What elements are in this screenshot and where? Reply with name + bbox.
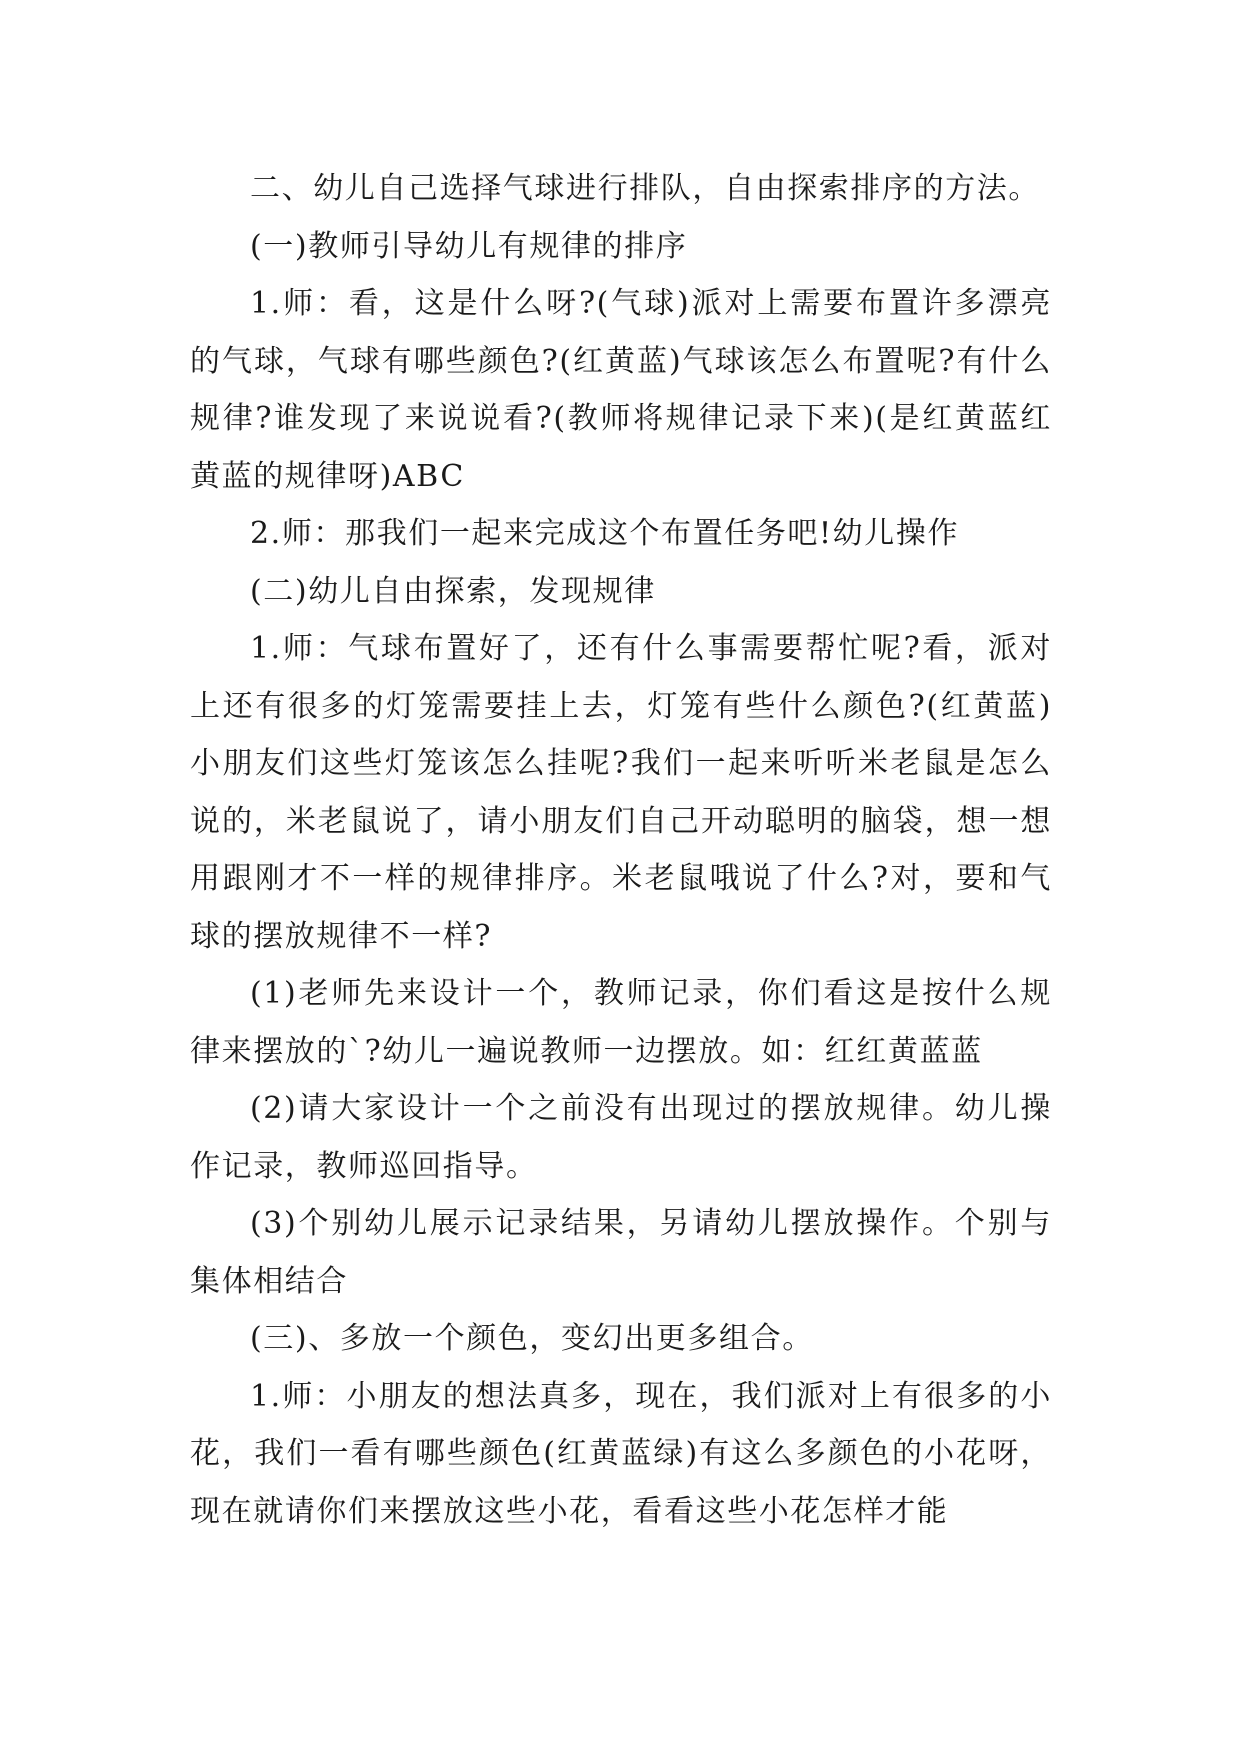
paragraph-lantern-question: 1.师：气球布置好了，还有什么事需要帮忙呢?看，派对上还有很多的灯笼需要挂上去，灯笼有些什么颜色?(红黄蓝)小朋友们这些灯笼该怎么挂呢?我们一起来听听米老鼠是怎么说的，米老鼠说了，请小朋友们自己开动聪明的脑袋，想一想用跟刚才不一样的规律排序。米老鼠哦说了什么?对，要和气球的摆放规律不一样? xyxy=(190,631,1052,954)
subsection-heading-3: (三)、多放一个颜色，变幻出更多组合。 xyxy=(250,1321,814,1356)
paragraph-show-results: (3)个别幼儿展示记录结果，另请幼儿摆放操作。个别与集体相结合 xyxy=(190,1206,1052,1299)
paragraph-balloon-task: 2.师：那我们一起来完成这个布置任务吧!幼儿操作 xyxy=(250,516,960,551)
paragraph-teacher-design: (1)老师先来设计一个，教师记录，你们看这是按什么规律来摆放的`?幼儿一遍说教师一边摆放。如：红红黄蓝蓝 xyxy=(190,976,1052,1069)
section-heading-2: 二、幼儿自己选择气球进行排队，自由探索排序的方法。 xyxy=(250,171,1040,206)
paragraph-balloon-question: 1.师：看，这是什么呀?(气球)派对上需要布置许多漂亮的气球，气球有哪些颜色?(红黄蓝)气球该怎么布置呢?有什么规律?谁发现了来说说看?(教师将规律记录下来)(是红黄蓝红黄蓝的规律呀)ABC xyxy=(190,286,1052,494)
document-body xyxy=(190,160,1052,1540)
paragraph-child-design: (2)请大家设计一个之前没有出现过的摆放规律。幼儿操作记录，教师巡回指导。 xyxy=(190,1091,1052,1184)
subsection-heading-2: (二)幼儿自由探索，发现规律 xyxy=(250,573,656,609)
paragraph-flower-question: 1.师：小朋友的想法真多，现在，我们派对上有很多的小花，我们一看有哪些颜色(红黄蓝绿)有这么多颜色的小花呀，现在就请你们来摆放这些小花，看看这些小花怎样才能 xyxy=(190,1378,1052,1529)
subsection-heading-1: (一)教师引导幼儿有规律的排序 xyxy=(250,228,688,264)
